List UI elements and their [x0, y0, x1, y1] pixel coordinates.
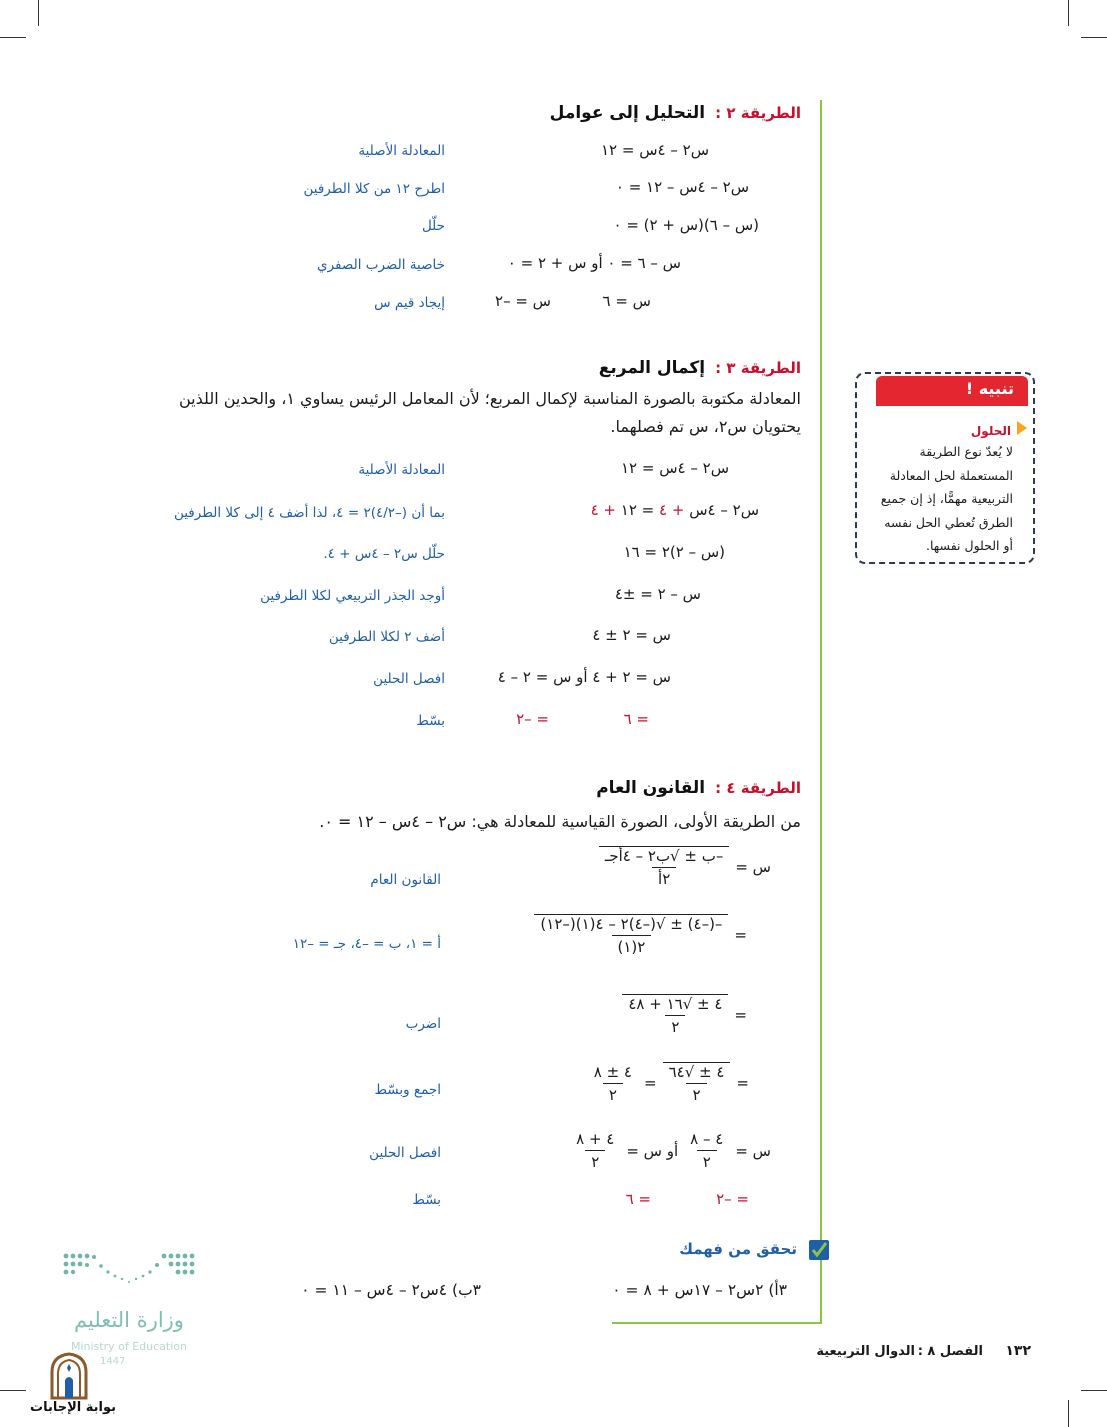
method2-step-3: حلّل: [421, 218, 445, 234]
check-question-a: ٣أ) ٢س٢ – ١٧س + ٨ = ٠: [612, 1281, 787, 1299]
method3-final-a: = ٦: [623, 710, 649, 728]
method3-step-2: بما أن (–٤/٢)٢ = ٤، لذا أضف ٤ إلى كلا الطرفين: [173, 505, 445, 521]
method4-step-6: بسّط: [412, 1192, 441, 1208]
method2-step-2: اطرح ١٢ من كلا الطرفين: [303, 181, 445, 197]
site-name: بوابة الإجابات: [30, 1400, 116, 1415]
method4-step-2: أ = ١، ب = –٤، جـ = –١٢: [292, 936, 441, 952]
checkmark-icon: [809, 1240, 829, 1260]
method4-step-1: القانون العام: [370, 872, 441, 888]
footer-chapter-title: الدوال التربيعية: [816, 1344, 915, 1359]
method3-step-6: افصل الحلين: [373, 671, 445, 687]
method4-formula: س = $\frac{\text{–ب ± √ب٢ – ٤أجـ}}{\text{٢أ}}$: [599, 846, 771, 888]
margin-rule-bottom: [612, 1322, 822, 1324]
method2-eq-2: س٢ – ٤س – ١٢ = ٠: [615, 178, 749, 196]
method3-step-5: أضف ٢ لكلا الطرفين: [328, 629, 445, 645]
method3-eq-5: س = ٢ ± ٤: [592, 626, 671, 644]
ministry-name-ar: وزارة التعليم: [74, 1308, 184, 1332]
logo-year: 1447: [100, 1356, 126, 1367]
method2-eq-1: س٢ – ٤س = ١٢: [600, 141, 709, 159]
note-title: تنبيه !: [965, 379, 1014, 398]
method2-step-4: خاصية الضرب الصفري: [317, 257, 445, 273]
method4-heading: الطريقة ٤ :القانون العام: [596, 778, 801, 798]
method3-intro: المعادلة مكتوبة بالصورة المناسبة لإكمال المربع؛ لأن المعامل الرئيس يساوي ١، والحدين اللذين يحتويان س٢، س تم فصلهما.: [178, 389, 801, 436]
note-pointer-icon: [1017, 421, 1027, 435]
method4-multiply: = $\frac{٤ \pm √١٦ + ٤٨}{٢}$: [622, 994, 747, 1036]
method3-heading: الطريقة ٣ :إكمال المربع: [598, 358, 801, 378]
ministry-logo-icon: [62, 1250, 196, 1290]
method3-eq-3: (س – ٢)٢ = ١٦: [623, 543, 725, 561]
check-title: تحقق من فهمك: [679, 1240, 797, 1258]
note-label: الحلول: [970, 424, 1011, 438]
method4-substitution: = $\frac{-(-٤) \pm √(-٤)٢ - ٤(١)(-١٢)}{٢(١)}$: [534, 914, 747, 956]
method4-intro: من الطريقة الأولى، الصورة القياسية للمعادلة هي: س٢ – ٤س – ١٢ = ٠.: [319, 812, 801, 831]
method4-final-b: = –٢: [716, 1190, 749, 1208]
method2-heading: الطريقة ٢ :التحليل إلى عوامل: [549, 103, 801, 123]
check-question-b: ٣ب) ٤س٢ – ٤س – ١١ = ٠: [301, 1281, 481, 1299]
method4-separate: س = $\frac{٤ - ٨}{٢}$ أو س = $\frac{٤ + ٨}{٢}$: [576, 1130, 771, 1171]
method4-combine: = $\frac{٤ \pm √٦٤}{٢}$ = $\frac{٤ \pm ٨}{٢}$: [593, 1062, 749, 1104]
method3-eq-6: س = ٢ + ٤ أو س = ٢ – ٤: [497, 668, 671, 686]
method2-eq-3: (س – ٦)(س + ٢) = ٠: [613, 216, 759, 234]
page-number: ١٣٢: [1005, 1343, 1031, 1359]
footer-chapter: الفصل ٨ :: [917, 1344, 983, 1359]
method4-step-4: اجمع وبسّط: [374, 1082, 441, 1098]
method4-step-3: اضرب: [405, 1016, 441, 1032]
method2-eq-4: س – ٦ = ٠ أو س + ٢ = ٠: [507, 254, 681, 272]
method3-step-3: حلّل س٢ – ٤س + ٤.: [323, 546, 445, 562]
method2-step-5: إيجاد قيم س: [374, 295, 445, 311]
note-text: لا يُعدّ نوع الطريقة المستعملة لحل المعادلة التربيعية مهمًّا، إذ إن جميع الطرق تُعطي الحل نفسه أو الحلول نفسها.: [880, 444, 1013, 553]
method3-step-7: بسّط: [416, 713, 445, 729]
method3-eq-1: س٢ – ٤س = ١٢: [620, 459, 729, 477]
ministry-name-en: Ministry of Education: [70, 1340, 187, 1353]
method3-eq-4: س – ٢ = ±٤: [614, 585, 701, 603]
method4-final-a: = ٦: [625, 1190, 651, 1208]
site-emblem-icon: [46, 1350, 92, 1402]
method3-step-1: المعادلة الأصلية: [358, 462, 445, 478]
method2-step-1: المعادلة الأصلية: [358, 143, 445, 159]
method3-eq-2: س٢ – ٤س + ٤ = ١٢ + ٤: [590, 501, 759, 519]
method3-final-b: = –٢: [516, 710, 549, 728]
method2-solution-a: س = ٦: [602, 292, 651, 310]
method3-step-4: أوجد الجذر التربيعي لكلا الطرفين: [260, 588, 445, 604]
method2-solution-b: س = –٢: [495, 292, 551, 310]
method4-step-5: افصل الحلين: [369, 1145, 441, 1161]
margin-rule: [820, 100, 822, 1322]
note-banner: [876, 376, 1028, 406]
